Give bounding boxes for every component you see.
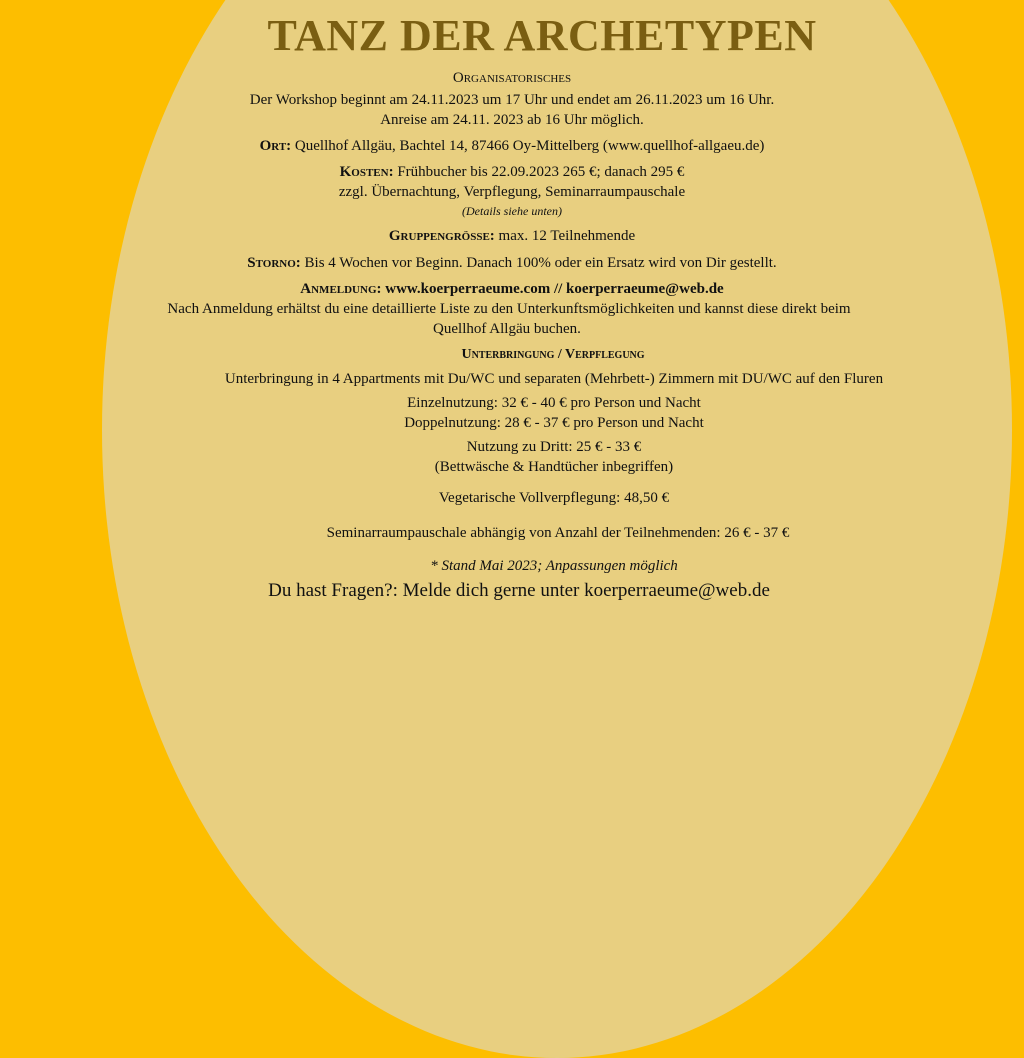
anmeldung-line2: Quellhof Allgäu buchen.: [433, 321, 581, 337]
storno-line: [0, 253, 1024, 273]
org-line2: Anreise am 24.11. 2023 ab 16 Uhr möglich.: [380, 112, 644, 128]
vegetarisch-line: Vegetarische Vollverpflegung: 48,50 €: [438, 490, 670, 506]
gruppe-text: max. 12 Teilnehmende: [494, 228, 636, 244]
kosten-text: Frühbucher bis 22.09.2023 265 €; danach 295 €: [393, 164, 685, 180]
kosten-line: [0, 162, 1024, 182]
anmeldung-label: Anmeldung:: [300, 281, 382, 297]
stand-line: * Stand Mai 2023; Anpassungen möglich: [430, 558, 678, 574]
org-heading: Organisatorisches: [452, 70, 572, 86]
einzel-line: Einzelnutzung: 32 € - 40 € pro Person und Nacht: [407, 395, 701, 411]
unterkunft-heading: Unterbringung / Verpflegung: [461, 347, 645, 362]
doppel-line: Doppelnutzung: 28 € - 37 € pro Person und Nacht: [404, 415, 704, 431]
anmeldung-line1: Nach Anmeldung erhältst du eine detaillierte Liste zu den Unterkunftsmöglichkeiten und kannst diese direkt beim: [167, 301, 851, 317]
gruppe-line: [0, 226, 1024, 246]
storno-label: Storno:: [247, 255, 301, 271]
page-title: TANZ DER ARCHETYPEN: [267, 11, 817, 60]
ort-label: Ort:: [259, 138, 292, 154]
gruppe-label: Gruppengröße:: [388, 228, 495, 244]
storno-text: Bis 4 Wochen vor Beginn. Danach 100% oder ein Ersatz wird von Dir gestellt.: [300, 255, 777, 271]
ort-text: Quellhof Allgäu, Bachtel 14, 87466 Oy-Mittelberg (www.quellhof-allgaeu.de): [291, 138, 765, 154]
org-line1: Der Workshop beginnt am 24.11.2023 um 17 Uhr und endet am 26.11.2023 um 16 Uhr.: [249, 92, 775, 108]
anmeldung-links[interactable]: www.koerperraeume.com // koerperraeume@web.de: [381, 281, 724, 297]
kosten-label: Kosten:: [339, 164, 394, 180]
waesche-line: (Bettwäsche & Handtücher inbegriffen): [434, 459, 674, 475]
seminar-line: Seminarraumpauschale abhängig von Anzahl der Teilnehmenden: 26 € - 37 €: [326, 525, 790, 541]
fragen-line: Du hast Fragen?: Melde dich gerne unter koerperraeume@web.de: [268, 580, 770, 601]
kosten-note: [0, 201, 1024, 221]
ort-line: [0, 136, 1024, 156]
kosten-note-text: (Details siehe unten): [462, 204, 562, 218]
kosten-line2: zzgl. Übernachtung, Verpflegung, Seminarraumpauschale: [338, 184, 686, 200]
dritt-line: Nutzung zu Dritt: 25 € - 33 €: [466, 439, 642, 455]
anmeldung-line: [0, 279, 1024, 299]
unterkunft-line1: Unterbringung in 4 Appartments mit Du/WC und separaten (Mehrbett-) Zimmern mit DU/WC auf den Fluren: [224, 371, 884, 387]
